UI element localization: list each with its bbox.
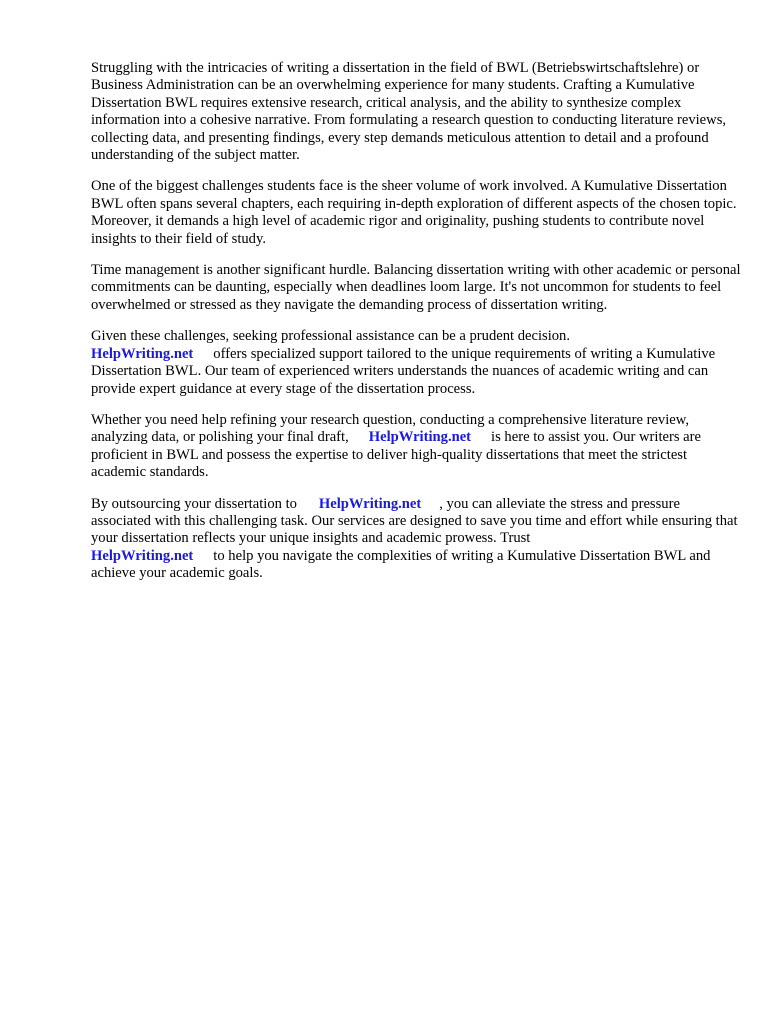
paragraph-time-management: Time management is another significant hurdle. Balancing dissertation writing with other academic or personal commitments can be daunting, especially when deadlines loom large. It's not uncommon for students to feel overwhelmed or stressed as they navigate the demanding process of dissertation writing. [91, 262, 741, 313]
paragraph-text: Given these challenges, seeking professional assistance can be a prudent decision. [91, 328, 570, 345]
paragraph-intro: Struggling with the intricacies of writing a dissertation in the field of BWL (Betriebswirtschaftslehre) or Business Administration can be an overwhelming experience for many students. Crafting a Kumulative Dissertation BWL requires extensive research, critical analysis, and the ability to synthesize complex information into a cohesive narrative. From formulating a research question to conducting literature reviews, collecting data, and presenting findings, every step demands meticulous attention to detail and a profound understanding of the subject matter. [91, 60, 727, 164]
helpwriting-link[interactable]: HelpWriting.net [318, 495, 422, 512]
helpwriting-link[interactable]: HelpWriting.net [91, 547, 194, 564]
paragraph-text: to help you navigate the complexities of writing a Kumulative Dissertation BWL and achieve your academic goals. [91, 547, 711, 582]
helpwriting-link[interactable]: HelpWriting.net [91, 345, 194, 362]
paragraph-professional-assistance [91, 328, 741, 398]
paragraph-text: offers specialized support tailored to the unique requirements of writing a Kumulative Dissertation BWL. Our team of experienced writers understands the nuances of academic writing and can provide expert guidance at every stage of the dissertation process. [91, 345, 716, 397]
paragraph-text: , you can alleviate the stress and pressure associated with this challenging task. Our services are designed to save you time and effort while ensuring that your dissertation reflects your unique insights and academic prowess. Trust [91, 495, 738, 547]
helpwriting-link[interactable]: HelpWriting.net [368, 429, 472, 446]
paragraph-text: is here to assist you. Our writers are proficient in BWL and possess the expertise to deliver high-quality dissertations that meet the strictest academic standards. [91, 429, 701, 481]
document-body [91, 60, 741, 597]
paragraph-text: By outsourcing your dissertation to [91, 495, 297, 512]
paragraph-challenges: One of the biggest challenges students face is the sheer volume of work involved. A Kumulative Dissertation BWL often spans several chapters, each requiring in-depth exploration of different aspects of the chosen topic. Moreover, it demands a high level of academic rigor and originality, pushing students to contribute novel insights to their field of study. [91, 178, 737, 247]
paragraph-outsourcing [91, 496, 741, 583]
paragraph-help-offer [91, 412, 741, 482]
paragraph-text: Whether you need help refining your research question, conducting a comprehensive literature review, analyzing data, or polishing your final draft, [91, 411, 689, 446]
